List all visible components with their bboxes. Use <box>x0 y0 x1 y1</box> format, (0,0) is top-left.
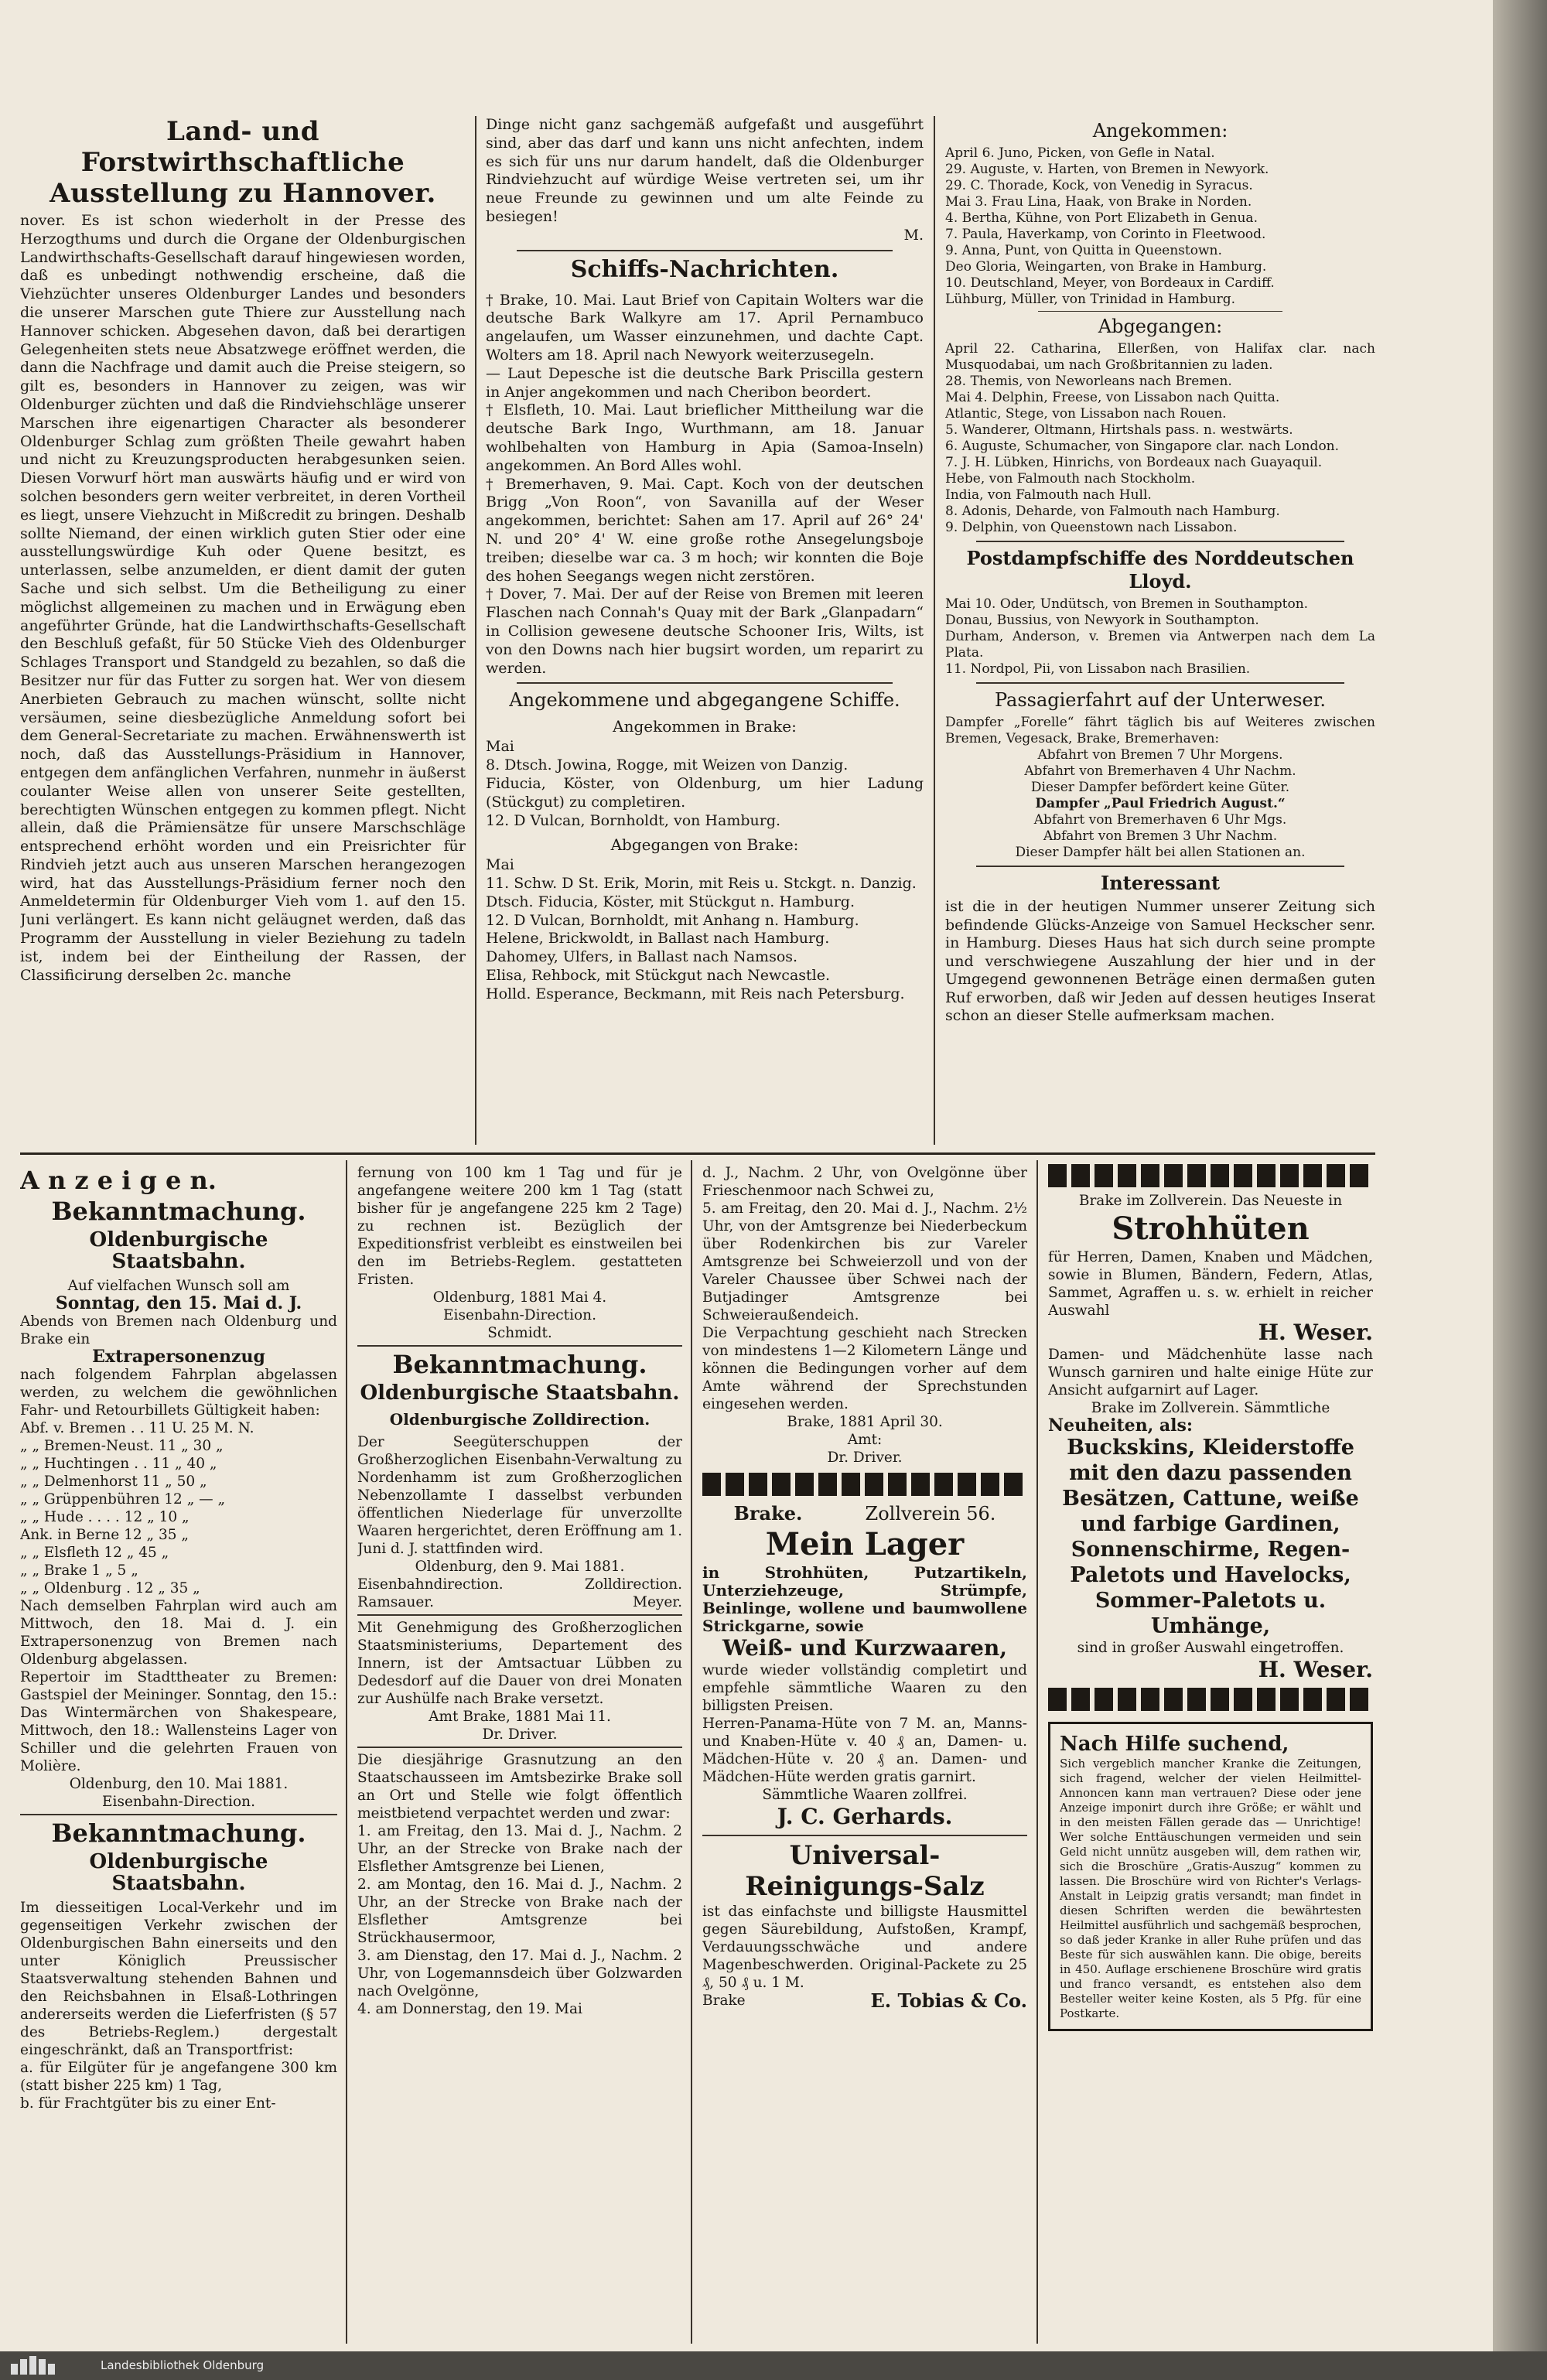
notice-signature: Amt: <box>847 1432 883 1448</box>
schedule-entry: Dieser Dampfer hält bei allen Stationen an. <box>1015 845 1306 860</box>
lager-firm: J. C. Gerhards. <box>777 1804 953 1829</box>
notice-text: Auf vielfachen Wunsch soll am <box>67 1278 290 1294</box>
timetable-row: „ „ Bremen-Neust. 11 „ 30 „ <box>20 1438 224 1454</box>
ship-entry: India, von Falmouth nach Hull. <box>945 487 1152 503</box>
ship-entry: Mai 10. Oder, Undütsch, von Bremen in Southampton. <box>945 596 1309 612</box>
notice-signature: Zolldirection. <box>584 1576 682 1593</box>
shipping-column <box>486 116 924 1145</box>
ship-entry: Mai 3. Frau Lina, Haak, von Brake in Norden. <box>945 194 1252 210</box>
ship-entry: Mai 4. Delphin, Freese, von Lissabon nach Quitta. <box>945 390 1280 405</box>
signature-row <box>357 1576 682 1593</box>
notice-place: Oldenburg, 1881 Mai 4. <box>432 1289 607 1306</box>
ship-entry: Lühburg, Müller, von Trinidad in Hamburg. <box>945 292 1236 307</box>
ship-entry: 11. Nordpol, Pii, von Lissabon nach Brasilien. <box>945 661 1251 677</box>
divider <box>976 541 1344 542</box>
timetable-row: „ „ Grüppenbühren 12 „ — „ <box>20 1491 226 1508</box>
salz-firm-row <box>702 1989 1027 2012</box>
arrivals-column <box>945 116 1375 1145</box>
ship-entry: Dtsch. Fiducia, Köster, mit Stückgut n. Hamburg. <box>486 893 855 910</box>
ad-big-text: Buckskins, Kleiderstoffe mit den dazu passenden Besätzen, Cattune, weiße und farbige Gardinen, Sonnenschirme, Regen-Paletots und Havelocks, Sommer-Paletots u. Umhänge, <box>1062 1436 1359 1638</box>
divider <box>517 250 893 251</box>
divider <box>357 1345 682 1347</box>
ship-entry: Dahomey, Ulfers, in Ballast nach Namsos. <box>486 948 798 966</box>
ship-entry: Donau, Bussius, von Newyork in Southampton. <box>945 613 1259 628</box>
ornament-row <box>702 1473 1027 1496</box>
notice-signature: Eisenbahndirection. <box>357 1576 504 1593</box>
ship-entry: 9. Anna, Punt, von Quitta in Queenstown. <box>945 243 1222 258</box>
divider <box>357 1614 682 1616</box>
ship-entry: 4. Bertha, Kühne, von Port Elizabeth in Genua. <box>945 210 1258 226</box>
notice-signature: Eisenbahn-Direction. <box>443 1307 596 1323</box>
health-ad-box <box>1048 1722 1373 2031</box>
ad-novelties: Neuheiten, als: <box>1048 1415 1194 1436</box>
notice-signature: Eisenbahn-Direction. <box>102 1794 255 1810</box>
schedule-entry: Dampfer „Paul Friedrich August.“ <box>1035 796 1286 811</box>
notice-text: a. für Eilgüter für je angefangene 300 km (statt bisher 225 km) 1 Tag, <box>20 2060 337 2094</box>
notice-text: Nach demselben Fahrplan wird auch am Mittwoch, den 18. Mai d. J. ein Extrapersonenzug von Bremen nach Oldenburg abgelassen. <box>20 1598 337 1668</box>
notice-text: b. für Frachtgüter bis zu einer Ent- <box>20 2095 276 2112</box>
month-label: Mai <box>486 856 514 874</box>
ad-title: Strohhüten <box>1112 1210 1310 1247</box>
lager-text: Sämmtliche Waaren zollfrei. <box>762 1787 968 1803</box>
timetable-row: „ „ Elsfleth 12 „ 45 „ <box>20 1545 169 1561</box>
notice-item: 5. am Freitag, den 20. Mai d. J., Nachm. 2½ Uhr, von der Amtsgrenze bei Niederbeckum über Rodenkirchen bis zur Vareler Amtsgrenze bei Schweierzoll und von der Vareler Chaussee über Schwei nach der Butjadinger Amtsgrenze bei Schweieraußendeich. <box>702 1200 1027 1323</box>
divider <box>517 682 893 684</box>
column-rule <box>346 1160 347 2344</box>
notice-item: 1. am Freitag, den 13. Mai d. J., Nachm. 2 Uhr, an der Strecke von Brake nach der Elsflether Amtsgrenze bei Lienen, <box>357 1823 682 1875</box>
lager-header <box>702 1502 1027 1525</box>
ship-entry: 29. C. Thorade, Kock, von Venedig in Syracus. <box>945 178 1253 193</box>
notice-name: Ramsauer. <box>357 1594 435 1610</box>
schedule-entry: Abfahrt von Bremen 7 Uhr Morgens. <box>1037 747 1283 763</box>
ad-firm: H. Weser. <box>1258 1657 1373 1682</box>
ad-text: für Herren, Damen, Knaben und Mädchen, sowie in Blumen, Bändern, Federn, Atlas, Sammet, Agraffen u. s. w. erhielt in reicher Auswahl <box>1048 1249 1373 1319</box>
ship-entry: 11. Schw. D St. Erik, Morin, mit Reis u. Stckgt. n. Danzig. <box>486 875 917 893</box>
arrivals-heading: Angekommen: <box>1092 120 1228 142</box>
departed-heading: Abgegangen von Brake: <box>610 835 799 855</box>
ship-entry: April 22. Catharina, Ellerßen, von Halifax clar. nach Musquodabai, um nach Großbritannien zu laden. <box>945 341 1375 373</box>
ship-entry: 29. Auguste, v. Harten, von Bremen in Newyork. <box>945 162 1269 177</box>
ship-entry: Durham, Anderson, v. Bremen via Antwerpen nach dem La Plata. <box>945 629 1375 661</box>
divider <box>976 866 1344 867</box>
notice-item: 4. am Donnerstag, den 19. Mai <box>357 2001 582 2017</box>
article-exhibition <box>20 116 466 1145</box>
interesting-heading: Interessant <box>1100 872 1221 894</box>
notice-place: Amt Brake, 1881 Mai 11. <box>429 1709 611 1725</box>
column-rule <box>475 116 476 1145</box>
notice-text: Der Seegüterschuppen der Großherzoglichen Eisenbahn-Verwaltung zu Nordenhamm ist zum Großherzoglichen Nebenzollamte I dasselbst verbunden öffentlichen Niederlage für unverzollte Waaren hergerichtet, deren Eröffnung am 1. Juni d. J. stattfinden wird. <box>357 1434 682 1557</box>
notice-title: Bekanntmachung. <box>51 1197 306 1226</box>
article-continued: Dinge nicht ganz sachgemäß aufgefaßt und ausgeführt sind, aber das darf und kann uns nicht anfechten, indem es sich für uns nur darum handelt, daß die Oldenburger Rindviehzucht auf würdige Weise vertreten sei, um ihr neue Freunde zu gewinnen und um alte Feinde zu besiegen! <box>486 116 924 225</box>
ship-entry: April 6. Juno, Picken, von Gefle in Natal. <box>945 145 1215 161</box>
salz-title: Reinigungs-Salz <box>745 1871 985 1902</box>
notice-title: Bekanntmachung. <box>51 1818 306 1848</box>
timetable-row: „ „ Oldenburg . 12 „ 35 „ <box>20 1580 200 1596</box>
ship-entry: 8. Dtsch. Jowina, Rogge, mit Weizen von Danzig. <box>486 756 849 774</box>
shipping-paragraph: † Brake, 10. Mai. Laut Brief von Capitain Wolters war die deutsche Bark Walkyre am 17. April Pernambuco angelaufen, um Wasser einzunehmen, und dachte Capt. Wolters am 18. April nach Newyork weiterzusegeln. <box>486 291 924 364</box>
divider <box>702 1835 1027 1836</box>
ship-entry: 12. D Vulcan, Bornholdt, mit Anhang n. Hamburg. <box>486 911 859 929</box>
notice-place: Oldenburg, den 9. Mai 1881. <box>415 1559 625 1575</box>
notice-text: Im diesseitigen Local-Verkehr und im gegenseitigen Verkehr zwischen der Oldenburgischen Bahn einerseits und den unter Königlich Preussischer Staatsverwaltung stehenden Bahnen und den Reichsbahnen in Elsaß-Lothringen andererseits werden die Lieferfristen (§ 57 des Betriebs-Reglem.) dergestalt eingeschränkt, daß an Transportfrist: <box>20 1900 337 2058</box>
page-edge-shadow <box>1493 0 1547 2351</box>
ship-entry: 8. Adonis, Deharde, von Falmouth nach Hamburg. <box>945 504 1280 519</box>
notice-subtitle: Oldenburgische Staatsbahn. <box>360 1381 680 1405</box>
notice-text: Abends von Bremen nach Oldenburg und Brake ein <box>20 1313 337 1347</box>
ship-entry: 6. Auguste, Schumacher, von Singapore clar. nach London. <box>945 439 1340 454</box>
timetable-row: „ „ Delmenhorst 11 „ 50 „ <box>20 1473 207 1490</box>
library-name: Landesbibliothek Oldenburg <box>101 2358 265 2372</box>
schedule-entry: Dieser Dampfer befördert keine Güter. <box>1030 780 1290 795</box>
ship-entry: 7. Paula, Haverkamp, von Corinto in Fleetwood. <box>945 227 1266 242</box>
ship-entry: Deo Gloria, Weingarten, von Brake in Hamburg. <box>945 259 1267 275</box>
notice-place: Brake, 1881 April 30. <box>787 1414 943 1430</box>
notice-text: Repertoir im Stadttheater zu Bremen: Gastspiel der Meininger. Sonntag, den 15.: Das Wintermärchen von Shakespeare, Mittwoch, den 18.: Wallensteins Lager von Schiller und die gelehrten Frauen von Molière. <box>20 1669 337 1774</box>
notice-name: Schmidt. <box>487 1325 552 1341</box>
notice-subtitle: Oldenburgische Zolldirection. <box>389 1410 651 1429</box>
divider <box>20 1814 337 1815</box>
notice-name: Dr. Driver. <box>827 1450 903 1466</box>
ship-entry: Fiducia, Köster, von Oldenburg, um hier Ladung (Stückgut) zu completiren. <box>486 774 924 811</box>
ship-entry: 7. J. H. Lübken, Hinrichs, von Bordeaux nach Guayaquil. <box>945 455 1323 470</box>
salz-title: Universal- <box>789 1840 941 1871</box>
notice-text: Die diesjährige Grasnutzung an den Staatschausseen im Amtsbezirke Brake soll an Ort und Stelle wie folgt öffentlich meistbietend verpachtet werden und zwar: <box>357 1752 682 1822</box>
library-logo-icon <box>11 2356 80 2375</box>
ads-column-4 <box>1048 1164 1373 2340</box>
column-rule <box>934 116 935 1145</box>
timetable-row: „ „ Brake 1 „ 5 „ <box>20 1562 138 1579</box>
column-rule <box>1036 1160 1038 2344</box>
ship-entry: 10. Deutschland, Meyer, von Bordeaux in Cardiff. <box>945 275 1275 291</box>
shipping-paragraph: † Bremerhaven, 9. Mai. Capt. Koch von der deutschen Brigg „Von Roon“, von Savanilla auf der Weser angekommen, berichtet: Sahen am 17. April auf 26° 24' N. und 20° 4' W. eine große rothe Ansegelungsboje treiben; dieselbe war ca. 3 m hoch; wir konnten die Boje des hohen Seegangs wegen nicht zerstören. <box>486 475 924 585</box>
notice-subtitle: Oldenburgische Staatsbahn. <box>89 1850 268 1895</box>
ship-entry: Holld. Esperance, Beckmann, mit Reis nach Petersburg. <box>486 985 905 1002</box>
departures-heading: Abgegangen: <box>1098 316 1223 337</box>
schedule-entry: Abfahrt von Bremerhaven 6 Uhr Mgs. <box>1033 812 1287 828</box>
month-label: Mai <box>486 738 514 756</box>
lager-text: Weiß- und Kurzwaaren, <box>722 1635 1008 1661</box>
notice-item: 2. am Montag, den 16. Mai d. J., Nachm. 2 Uhr, an der Strecke von Brake nach der Elsflether Amtsgrenze bei Strückhausermoor, <box>357 1876 682 1946</box>
ads-column-3 <box>702 1164 1027 2340</box>
lager-text: wurde wieder vollständig completirt und empfehle sämmtliche Waaren zu den billigsten Preisen. <box>702 1662 1027 1714</box>
ads-column-2 <box>357 1164 682 2340</box>
weser-heading: Passagierfahrt auf der Unterweser. <box>994 689 1327 711</box>
ships-heading: Angekommene und abgegangene Schiffe. <box>509 689 900 712</box>
weser-intro: Dampfer „Forelle“ fährt täglich bis auf Weiteres zwischen Bremen, Vegesack, Brake, Bremerhaven: <box>945 715 1375 746</box>
ship-entry: 9. Delphin, von Queenstown nach Lissabon. <box>945 520 1238 535</box>
lager-text: Herren-Panama-Hüte von 7 M. an, Manns- und Knaben-Hüte v. 40 ₰ an, Damen- u. Mädchen-Hüte v. 20 ₰ an. Damen- und Mädchen-Hüte werden gratis garnirt. <box>702 1716 1027 1785</box>
notice-text: d. J., Nachm. 2 Uhr, von Ovelgönne über Frieschenmoor nach Schwei zu, <box>702 1165 1027 1199</box>
lager-text: in Strohhüten, Putzartikeln, Unterziehzeuge, Strümpfe, Beinlinge, wollene und baumwollene Strickgarne, sowie <box>702 1563 1027 1635</box>
salz-text: ist das einfachste und billigste Hausmittel gegen Säurebildung, Aufstoßen, Krampf, Verdauungsschwäche und andere Magenbeschwerden. Original-Packete zu 25 ₰, 50 ₰ u. 1 M. <box>702 1904 1027 1991</box>
article-title: Land- und Forstwirthschaftliche Ausstellung zu Hannover. <box>50 116 436 209</box>
ship-entry: Helene, Brickwoldt, in Ballast nach Hamburg. <box>486 930 830 948</box>
shipping-paragraph: † Elsfleth, 10. Mai. Laut brieflicher Mittheilung war die deutsche Bark Ingo, Wurthmann, am 18. Januar wohlbehalten von Hamburg in Apia (Samoa-Inseln) angekommen. An Bord Alles wohl. <box>486 401 924 474</box>
notice-date: Sonntag, den 15. Mai d. J. <box>55 1293 302 1313</box>
ship-entry: Hebe, von Falmouth nach Stockholm. <box>945 471 1196 487</box>
ad-text: Damen- und Mädchenhüte lasse nach Wunsch garniren und halte einige Hüte zur Ansicht aufgarnirt auf Lager. <box>1048 1347 1373 1398</box>
lager-place: Brake. <box>733 1502 803 1525</box>
article-signature: M. <box>903 226 924 244</box>
notice-text: Die Verpachtung geschieht nach Strecken von mindestens 1—2 Kilometern Länge und können die Bedingungen vorher auf dem Amte während der Sprechstunden eingesehen werden. <box>702 1325 1027 1412</box>
timetable-row: Abf. v. Bremen . . 11 U. 25 M. N. <box>20 1420 254 1436</box>
salz-place: Brake <box>702 1992 746 2009</box>
timetable-row: „ „ Huchtingen . . 11 „ 40 „ <box>20 1456 217 1472</box>
shipping-paragraph: † Dover, 7. Mai. Der auf der Reise von Bremen mit leeren Flaschen nach Connah's Quay mit der Bark „Glanpadarn“ in Collision gewesene deutsche Schooner Iris, Wilts, ist von den Downs nach hier bugsirt worden, um reparirt zu werden. <box>486 586 924 677</box>
divider <box>1038 311 1282 312</box>
schedule-entry: Abfahrt von Bremerhaven 4 Uhr Nachm. <box>1024 763 1296 779</box>
box-title: Nach Hilfe suchend, <box>1060 1733 1289 1756</box>
divider <box>976 682 1344 684</box>
ornament-row <box>1048 1164 1373 1187</box>
lloyd-heading: Postdampfschiffe des Norddeutschen Lloyd. <box>966 547 1354 592</box>
shipping-paragraph: — Laut Depesche ist die deutsche Bark Priscilla gestern in Anjer angekommen und nach Cheribon beordert. <box>486 364 924 401</box>
ornament-row <box>1048 1688 1373 1711</box>
footer-bar <box>0 2351 1547 2380</box>
ads-heading: A n z e i g e n. <box>20 1166 217 1195</box>
notice-text: Mit Genehmigung des Großherzoglichen Staatsministeriums, Departement des Innern, ist der Amtsactuar Lübben zu Dedesdorf auf die Dauer von drei Monaten zur Aushülfe nach Brake versetzt. <box>357 1620 682 1707</box>
notice-text: nach folgendem Fahrplan abgelassen werden, zu welchem die gewöhnlichen Fahr- und Retourbillets Gültigkeit haben: <box>20 1367 337 1419</box>
shipping-title: Schiffs-Nachrichten. <box>570 255 839 283</box>
notice-text: fernung von 100 km 1 Tag und für je angefangene weitere 200 km 1 Tag (statt bisher für je angefangene 225 km 2 Tage) zu rechnen ist. Bezüglich der Expeditionsfrist verbleibt es einstweilen bei den im Betriebs-Reglem. gestatteten Fristen. <box>357 1165 682 1288</box>
section-rule <box>20 1152 1375 1155</box>
ad-text: sind in großer Auswahl eingetroffen. <box>1077 1640 1344 1656</box>
ad-firm: H. Weser. <box>1258 1320 1373 1345</box>
notice-subtitle: Oldenburgische Staatsbahn. <box>89 1228 268 1273</box>
ship-entry: 28. Themis, von Neworleans nach Bremen. <box>945 374 1232 389</box>
column-rule <box>691 1160 692 2344</box>
schedule-entry: Abfahrt von Bremen 3 Uhr Nachm. <box>1043 828 1278 844</box>
ads-column-1 <box>20 1164 337 2340</box>
ship-entry: 5. Wanderer, Oltmann, Hirtshals pass. n. westwärts. <box>945 422 1293 438</box>
notice-title: Bekanntmachung. <box>392 1350 647 1379</box>
ship-entry: Atlantic, Stege, von Lissabon nach Rouen. <box>945 406 1227 422</box>
notice-item: 3. am Dienstag, den 17. Mai d. J., Nachm. 2 Uhr, von Logemannsdeich über Golzwarden nach Ovelgönne, <box>357 1948 682 1999</box>
lager-title: Mein Lager <box>765 1526 965 1562</box>
timetable-row: Ank. in Berne 12 „ 35 „ <box>20 1527 189 1543</box>
timetable-row: „ „ Hude . . . . 12 „ 10 „ <box>20 1509 190 1525</box>
notice-signature: Dr. Driver. <box>482 1726 558 1743</box>
ship-entry: 12. D Vulcan, Bornholdt, von Hamburg. <box>486 811 781 829</box>
notice-train: Extrapersonenzug <box>92 1347 265 1367</box>
lager-address: Zollverein 56. <box>865 1503 996 1525</box>
ad-intro: Brake im Zollverein. Sämmtliche <box>1091 1400 1330 1416</box>
article-body: nover. Es ist schon wiederholt in der Presse des Herzogthums und durch die Organe der Oldenburgischen Landwirthschafts-Gesellschaft darauf hingewiesen worden, daß es unbedingt nothwendig erscheine, daß die Viehzüchter unseres Oldenburger Landes und besonders die unserer Marschen gute Thiere zur Ausstellung nach Hannover schicken. Abgesehen davon, daß bei derartigen Gelegenheiten stets neue Absatzwege eröffnet werden, die dann die Nachfrage und damit auch die Preise steigern, so gilt es, besonders in Hannover zu zeigen, was wir Oldenburger züchten und daß die Rindviehschläge unserer Marschen ihre eigenartigen Character als besonderer Oldenburger Schlag zum größten Theile gewahrt haben und nicht zu Kreuzungsproducten herabgesunken seien. Diesen Vorwurf hört man auswärts häufig und er wird von solchen besonders gern weiter verbreitet, in deren Vortheil es liegt, unsere Viehzucht in Mißcredit zu bringen. Deshalb sollte Niemand, der einen wirklich guten Stier oder eine ausstellungswürdige Kuh oder Quene besitzt, es unterlassen, selbe anzumelden, er dient damit der guten Sache und sich selbst. Um die Betheiligung zu einer möglichst allgemeinen zu machen und in Erwägung eben angeführter Gründe, hat die Landwirthschafts-Gesellschaft den Beschluß gefaßt, für 50 Stücke Vieh des Oldenburger Schlages Transport und Standgeld zu bezahlen, so daß die Besitzer nur für das Futter zu sorgen hat. Wer von diesem Anerbieten Gebrauch zu machen wünscht, sollte nicht versäumen, seine diesbezügliche Anmeldung sofort bei dem General-Secretariate zu machen. Erwähnenswerth ist noch, daß das Ausstellungs-Präsidium in Hannover, entgegen dem anfänglichen Verfahren, nunmehr in äußerst coulanter Weise allen von unserer Seite gestellten, berechtigten Wünschen entgegen zu kommen pflegt. Nicht allein, daß die Prämiensätze für unsere Marschschläge entsprechend erhöht worden und ein Preisrichter für Rindvieh jetzt auch aus unseren Marschen herangezogen wird, hat das Ausstellungs-Präsidium ferner noch den Anmeldetermin für Oldenburger Vieh vom 1. auf den 15. Juni verlängert. Es kann nicht geläugnet werden, daß das Programm der Ausstellung in vieler Beziehung zu tadeln ist, indem bei der Eintheilung der Rassen, der Classificirung derselben 2c. manche <box>20 212 466 984</box>
notice-place: Oldenburg, den 10. Mai 1881. <box>69 1776 289 1792</box>
ad-intro: Brake im Zollverein. Das Neueste in <box>1078 1193 1343 1209</box>
interesting-text: ist die in der heutigen Nummer unserer Zeitung sich befindende Glücks-Anzeige von Samuel Heckscher senr. in Hamburg. Dieses Haus hat sich durch seine prompte und verschwiegene Auszahlung der hier und in der Umgegend gewonnenen Beträge einen dermaßen guten Ruf erworben, daß wir Jeden auf dessen heutiges Inserat schon an dieser Stelle aufmerksam machen. <box>945 898 1375 1024</box>
notice-name: Meyer. <box>633 1594 682 1610</box>
arrived-heading: Angekommen in Brake: <box>613 717 797 736</box>
signature-row <box>357 1593 682 1611</box>
box-text: Sich vergeblich mancher Kranke die Zeitungen, sich fragend, welcher der vielen Heilmittel-Annoncen kann man vertrauen? Diese oder jene Anzeige imponirt durch ihre Größe; er wählt und in den meisten Fällen gerade das — Unrichtige! Wer solche Enttäuschungen vermeiden und sein Geld nicht unnütz ausgeben will, dem rathen wir, sich die Broschüre „Gratis-Auszug“ kommen zu lassen. Die Broschüre wird von Richter's Verlags-Anstalt in Leipzig gratis versandt; man findet in diesen Schriften werden die bewährtesten Heilmittel ausführlich und sachgemäß besprochen, so daß jeder Kranke in aller Ruhe prüfen und das Beste für sich auswählen kann. Die obige, bereits in 450. Auflage erschienene Broschüre wird gratis und franco versandt, es entstehen also dem Besteller weiter keine Kosten, als 5 Pfg. für eine Postkarte. <box>1060 1757 1362 2020</box>
ship-entry: Elisa, Rehbock, mit Stückgut nach Newcastle. <box>486 967 831 985</box>
divider <box>357 1747 682 1748</box>
salz-firm: E. Tobias & Co. <box>870 1989 1027 2012</box>
